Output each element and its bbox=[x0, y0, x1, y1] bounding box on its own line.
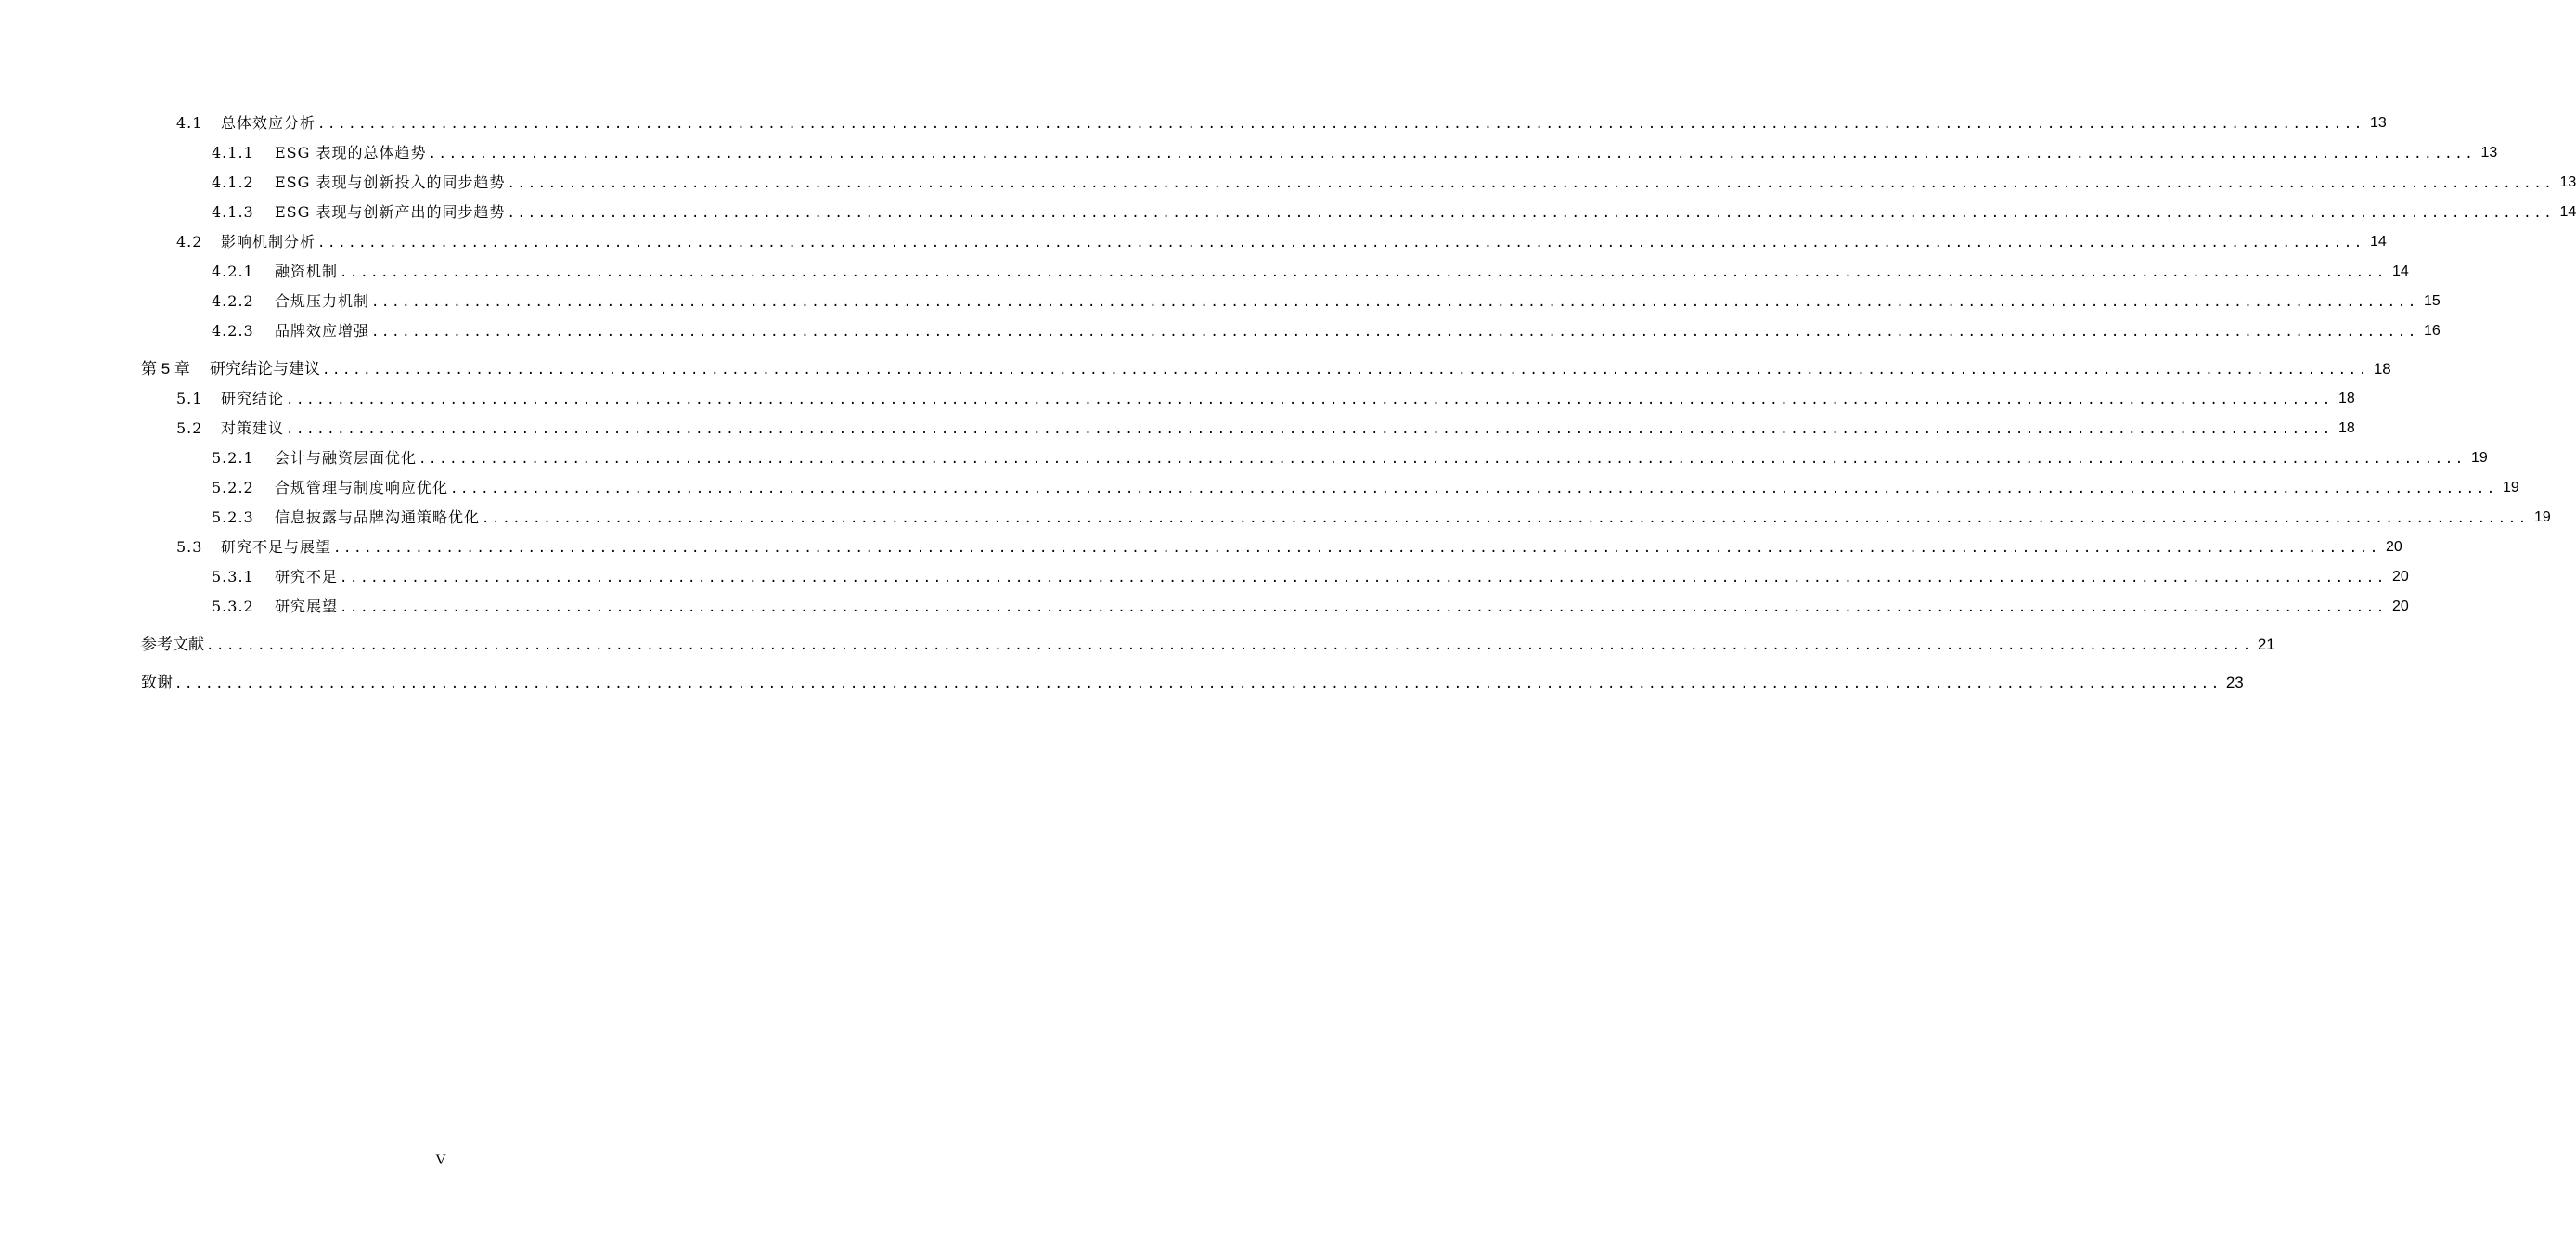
toc-dot-leader: ........................................................................................................................................................................................................ bbox=[340, 265, 2387, 280]
toc-dot-leader: ........................................................................................................................................................................................................ bbox=[419, 452, 2466, 467]
toc-entry-number: 5.2.2 bbox=[212, 479, 254, 496]
toc-entry-title: 影响机制分析 bbox=[221, 233, 316, 251]
page-number: V bbox=[435, 1152, 446, 1168]
toc-entry-number: 5.3.1 bbox=[212, 568, 254, 585]
toc-dot-leader: ........................................................................................................................................................................................................ bbox=[371, 295, 2418, 310]
toc-entry-number: 4.2.3 bbox=[212, 322, 254, 340]
toc-dot-leader: ........................................................................................................................................................................................................ bbox=[286, 422, 2333, 437]
toc-entry-title: 品牌效应增强 bbox=[275, 322, 370, 340]
toc-dot-leader: ........................................................................................................................................................................................................ bbox=[482, 511, 2529, 526]
toc-entry-title: 合规压力机制 bbox=[275, 292, 370, 310]
toc-entry-title: 研究结论与建议 bbox=[210, 360, 320, 378]
toc-entry-title: ESG 表现与创新投入的同步趋势 bbox=[275, 174, 506, 191]
toc-entry[interactable] bbox=[141, 630, 2275, 654]
toc-entry-title: ESG 表现的总体趋势 bbox=[275, 144, 427, 161]
toc-entry[interactable] bbox=[141, 503, 2551, 527]
toc-dot-leader: ........................................................................................................................................................................................................ bbox=[174, 676, 2222, 691]
toc-entry-title: 信息披露与品牌沟通策略优化 bbox=[275, 508, 481, 526]
toc-entry-number: 4.2 bbox=[176, 233, 203, 251]
toc-entry[interactable] bbox=[141, 168, 2576, 192]
toc-entry-number: 4.1.1 bbox=[212, 144, 254, 161]
toc-entry-number: 5.2.1 bbox=[212, 449, 254, 467]
toc-entry[interactable] bbox=[141, 414, 2355, 438]
toc-entry[interactable] bbox=[141, 473, 2519, 497]
toc-entry-page: 23 bbox=[2225, 674, 2244, 691]
toc-entry[interactable] bbox=[141, 109, 2387, 133]
toc-entry-number: 4.1.2 bbox=[212, 174, 254, 191]
toc-entry-title: 参考文献 bbox=[141, 636, 204, 653]
toc-entry-page: 14 bbox=[2559, 204, 2576, 220]
toc-entry-title: 合规管理与制度响应优化 bbox=[275, 479, 449, 496]
toc-entry[interactable] bbox=[141, 668, 2244, 692]
toc-entry-page: 19 bbox=[2502, 480, 2519, 495]
toc-entry-number: 第 5 章 bbox=[141, 360, 190, 378]
toc-entry-title: 研究结论 bbox=[221, 390, 285, 407]
toc-entry[interactable] bbox=[141, 227, 2387, 251]
toc-entry-title: ESG 表现与创新产出的同步趋势 bbox=[275, 203, 506, 221]
toc-entry-number: 5.1 bbox=[176, 390, 203, 407]
toc-entry-page: 15 bbox=[2423, 293, 2441, 309]
toc-entry-page: 20 bbox=[2391, 569, 2409, 585]
toc-entry-page: 19 bbox=[2533, 509, 2551, 525]
toc-entry[interactable] bbox=[141, 316, 2441, 341]
toc-dot-leader: ........................................................................................................................................................................................................ bbox=[340, 600, 2387, 615]
toc-entry-number: 4.1.3 bbox=[212, 203, 254, 221]
toc-dot-leader: ........................................................................................................................................................................................................ bbox=[317, 236, 2364, 251]
toc-entry-number: 4.2.2 bbox=[212, 292, 254, 310]
toc-entry[interactable] bbox=[141, 287, 2441, 311]
toc-entry-title: 研究不足与展望 bbox=[221, 538, 332, 556]
toc-entry[interactable] bbox=[141, 354, 2391, 379]
toc-entry[interactable] bbox=[141, 533, 2402, 557]
toc-dot-leader: ........................................................................................................................................................................................................ bbox=[507, 176, 2555, 191]
toc-entry-title: 总体效应分析 bbox=[221, 114, 316, 132]
toc-dot-leader: ........................................................................................................................................................................................................ bbox=[322, 363, 2369, 378]
toc-entry-title: 融资机制 bbox=[275, 263, 339, 280]
toc-entry-page: 14 bbox=[2369, 234, 2387, 250]
toc-entry[interactable] bbox=[141, 257, 2409, 281]
toc-entry-number: 5.3 bbox=[176, 538, 203, 556]
toc-entry[interactable] bbox=[141, 384, 2355, 408]
toc-entry-number: 5.2.3 bbox=[212, 508, 254, 526]
toc-entry-number: 5.3.2 bbox=[212, 598, 254, 615]
toc-dot-leader: ........................................................................................................................................................................................................ bbox=[333, 541, 2380, 556]
toc-entry-page: 20 bbox=[2385, 539, 2402, 555]
toc-entry-page: 18 bbox=[2338, 420, 2355, 436]
toc-entry-page: 18 bbox=[2373, 360, 2391, 378]
toc-entry-title: 对策建议 bbox=[221, 419, 285, 437]
toc-entry[interactable] bbox=[141, 138, 2498, 162]
toc-dot-leader: ........................................................................................................................................................................................................ bbox=[450, 482, 2497, 496]
toc-entry[interactable] bbox=[141, 198, 2576, 222]
toc-entry-page: 19 bbox=[2470, 450, 2488, 466]
toc-entry-page: 16 bbox=[2423, 323, 2441, 339]
toc-dot-leader: ........................................................................................................................................................................................................ bbox=[507, 206, 2555, 221]
toc-entry-title: 研究不足 bbox=[275, 568, 339, 585]
toc-entry-page: 13 bbox=[2559, 174, 2576, 190]
toc-dot-leader: ........................................................................................................................................................................................................ bbox=[371, 325, 2418, 340]
toc-entry-number: 5.2 bbox=[176, 419, 203, 437]
toc-entry-page: 14 bbox=[2391, 264, 2409, 279]
toc-entry-page: 13 bbox=[2480, 145, 2498, 161]
toc-entry-number: 4.2.1 bbox=[212, 263, 254, 280]
toc-entry-page: 21 bbox=[2257, 636, 2275, 653]
toc-dot-leader: ........................................................................................................................................................................................................ bbox=[206, 638, 2253, 653]
toc-dot-leader: ........................................................................................................................................................................................................ bbox=[340, 571, 2387, 585]
toc-entry[interactable] bbox=[141, 444, 2488, 468]
toc-dot-leader: ........................................................................................................................................................................................................ bbox=[428, 147, 2476, 161]
toc-entry-page: 18 bbox=[2338, 391, 2355, 406]
toc-entry-title: 会计与融资层面优化 bbox=[275, 449, 418, 467]
toc-entry-title: 研究展望 bbox=[275, 598, 339, 615]
toc-dot-leader: ........................................................................................................................................................................................................ bbox=[286, 392, 2333, 407]
toc-dot-leader: ........................................................................................................................................................................................................ bbox=[317, 117, 2364, 132]
toc-entry-number: 4.1 bbox=[176, 114, 203, 132]
toc-entry-page: 13 bbox=[2369, 115, 2387, 131]
toc-entry-page: 20 bbox=[2391, 598, 2409, 614]
toc-entry[interactable] bbox=[141, 592, 2409, 616]
toc-entry-title: 致谢 bbox=[141, 674, 173, 691]
toc-entry[interactable] bbox=[141, 562, 2409, 586]
